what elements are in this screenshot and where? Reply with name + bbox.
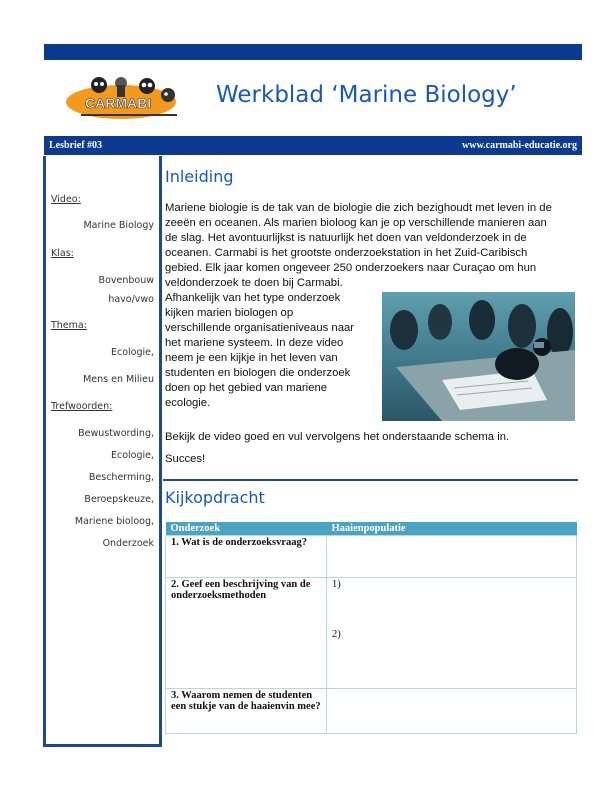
klas-value: havo/vwo [108, 294, 154, 305]
answer-cell-3[interactable] [327, 689, 577, 734]
top-bar [44, 44, 582, 60]
question-2: 2. Geef een beschrijving van de onderzoeksmethoden [166, 578, 327, 689]
table-row [166, 536, 577, 578]
text-line: doen op het gebied van mariene [165, 382, 328, 394]
text-line: het mariene systeem. In deze video [165, 337, 344, 349]
trefwoord: Bewustwording, [78, 428, 154, 439]
trefwoord: Ecologie, [110, 450, 154, 461]
kijkopdracht-heading: Kijkopdracht [165, 488, 265, 507]
text-line: studenten en biologen die onderzoek [165, 367, 351, 379]
info-bar [44, 136, 582, 155]
text-line: zeeën en oceanen. Als marien bioloog kan je op verschillende manieren aan [165, 217, 547, 229]
succes-text: Succes! [165, 453, 206, 465]
table-header-row [166, 522, 577, 536]
website-url: www.carmabi-educatie.org [462, 140, 577, 151]
svg-text:CARMABI: CARMABI [85, 95, 152, 111]
question-3: 3. Waarom nemen de studenten een stukje van de haaienvin mee? [166, 689, 327, 734]
text-line: gebied. Elk jaar komen ongeveer 250 onderzoekers naar Curaçao om hun [165, 262, 537, 274]
text-line: Afhankelijk van het type onderzoek [165, 292, 341, 304]
section-divider [163, 479, 578, 481]
underwater-research-photo [382, 292, 575, 421]
thema-value: Mens en Milieu [83, 374, 154, 385]
text-line: oceanen. Carmabi is het grootste onderzoekstation in het Zuid-Caribisch [165, 247, 528, 259]
kijkopdracht-table [165, 522, 577, 734]
inleiding-paragraph-1 [165, 201, 577, 291]
page-title: Werkblad ‘Marine Biology’ [216, 82, 517, 108]
carmabi-logo [65, 73, 195, 121]
klas-label: Klas: [51, 248, 74, 259]
text-line: de slag. Het avontuurlijkst is natuurlijk het doen van veldonderzoek in de [165, 232, 527, 244]
column-header-onderzoek: Onderzoek [166, 522, 327, 536]
lesbrief-number: Lesbrief #03 [49, 140, 103, 151]
text-line: ecologie. [165, 397, 211, 409]
answer-item-2: 2) [332, 629, 341, 640]
thema-label: Thema: [51, 320, 87, 331]
text-line: neem je een kijkje in het leven van [165, 352, 338, 364]
klas-value: Bovenbouw [98, 275, 154, 286]
sidebar [43, 156, 162, 747]
inleiding-heading: Inleiding [165, 167, 234, 186]
answer-item-1: 1) [332, 579, 341, 590]
video-value: Marine Biology [83, 220, 154, 231]
text-line: kijken marien biologen op [165, 307, 294, 319]
table-row [166, 578, 577, 689]
trefwoord: Mariene bioloog, [74, 516, 154, 527]
text-line: verschillende organisatieniveaus naar [165, 322, 355, 334]
question-1: 1. Wat is de onderzoeksvraag? [166, 536, 327, 578]
table-row [166, 689, 577, 734]
trefwoorden-label: Trefwoorden: [51, 401, 113, 412]
thema-value: Ecologie, [110, 347, 154, 358]
video-label: Video: [51, 194, 81, 205]
answer-cell-1[interactable] [327, 536, 577, 578]
instructie-text: Bekijk de video goed en vul vervolgens het onderstaande schema in. [165, 431, 510, 443]
trefwoord: Beroepskeuze, [84, 494, 154, 505]
inleiding-paragraph-2 [165, 291, 380, 411]
trefwoord: Bescherming, [88, 472, 154, 483]
trefwoord: Onderzoek [102, 538, 154, 549]
text-line: Mariene biologie is de tak van de biologie die zich bezighoudt met leven in de [165, 202, 552, 214]
answer-cell-2[interactable] [327, 578, 577, 689]
text-line: veldonderzoek te doen bij Carmabi. [165, 277, 343, 289]
column-header-haaienpopulatie: Haaienpopulatie [327, 522, 577, 536]
